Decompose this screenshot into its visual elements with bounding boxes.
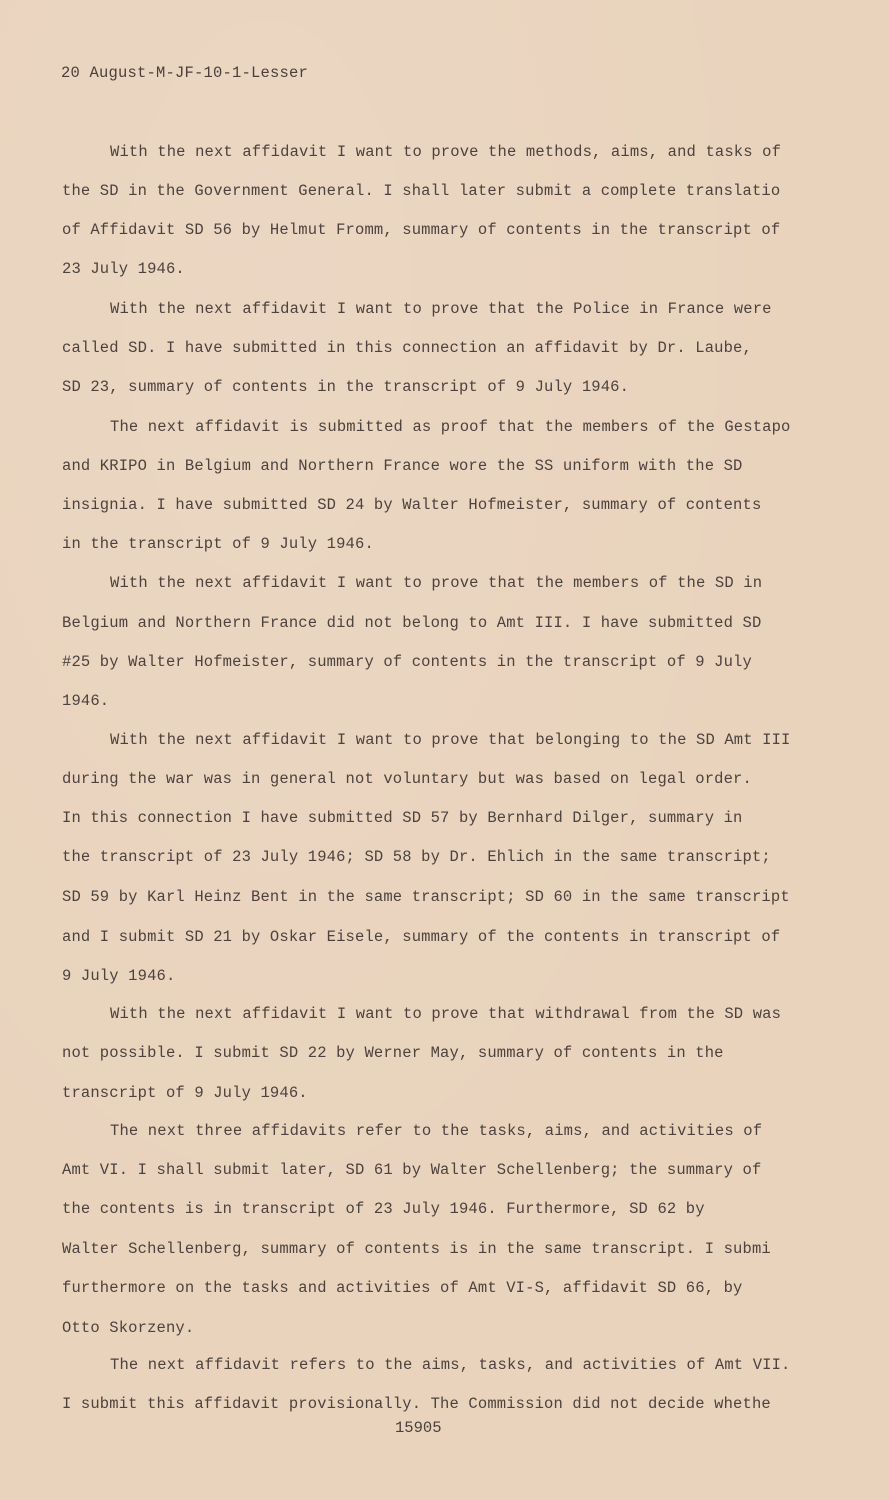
- page-number: 15905: [395, 1419, 442, 1437]
- text-line: I submit this affidavit provisionally. The Commission did not decide whethe: [62, 1395, 771, 1413]
- text-line: of Affidavit SD 56 by Helmut Fromm, summary of contents in the transcript of: [62, 221, 781, 239]
- text-line: furthermore on the tasks and activities of Amt VI-S, affidavit SD 66, by: [62, 1279, 743, 1297]
- text-line: SD 23, summary of contents in the transcript of 9 July 1946.: [62, 378, 630, 396]
- text-line: and I submit SD 21 by Oskar Eisele, summary of the contents in transcript of: [62, 928, 781, 946]
- text-line: Belgium and Northern France did not belong to Amt III. I have submitted SD: [62, 614, 762, 632]
- text-line: the SD in the Government General. I shall later submit a complete translatio: [62, 182, 781, 200]
- text-line: during the war was in general not voluntary but was based on legal order.: [62, 770, 752, 788]
- text-line: The next affidavit refers to the aims, tasks, and activities of Amt VII.: [110, 1356, 791, 1374]
- text-line: Amt VI. I shall submit later, SD 61 by Walter Schellenberg; the summary of: [62, 1161, 762, 1179]
- text-line: the contents is in transcript of 23 July 1946. Furthermore, SD 62 by: [62, 1200, 705, 1218]
- text-line: 23 July 1946.: [62, 260, 185, 278]
- text-line: With the next affidavit I want to prove that the members of the SD in: [110, 574, 763, 592]
- text-line: With the next affidavit I want to prove that withdrawal from the SD was: [110, 1005, 782, 1023]
- text-line: The next affidavit is submitted as proof that the members of the Gestapo: [110, 418, 791, 436]
- text-line: In this connection I have submitted SD 57 by Bernhard Dilger, summary in: [62, 809, 743, 827]
- text-line: With the next affidavit I want to prove the methods, aims, and tasks of: [110, 143, 782, 161]
- text-line: transcript of 9 July 1946.: [62, 1084, 308, 1102]
- text-line: insignia. I have submitted SD 24 by Walter Hofmeister, summary of contents: [62, 496, 762, 514]
- text-line: 9 July 1946.: [62, 967, 176, 985]
- text-line: in the transcript of 9 July 1946.: [62, 535, 374, 553]
- text-line: called SD. I have submitted in this connection an affidavit by Dr. Laube,: [62, 339, 752, 357]
- text-line: Otto Skorzeny.: [62, 1319, 195, 1337]
- text-line: #25 by Walter Hofmeister, summary of contents in the transcript of 9 July: [62, 653, 752, 671]
- text-line: With the next affidavit I want to prove that belonging to the SD Amt III: [110, 731, 791, 749]
- text-line: and KRIPO in Belgium and Northern France wore the SS uniform with the SD: [62, 457, 743, 475]
- text-line: The next three affidavits refer to the tasks, aims, and activities of: [110, 1122, 763, 1140]
- text-line: the transcript of 23 July 1946; SD 58 by Dr. Ehlich in the same transcript;: [62, 848, 771, 866]
- text-line: With the next affidavit I want to prove that the Police in France were: [110, 300, 772, 318]
- text-line: SD 59 by Karl Heinz Bent in the same transcript; SD 60 in the same transcript: [62, 888, 790, 906]
- text-line: 1946.: [62, 692, 110, 710]
- text-line: not possible. I submit SD 22 by Werner May, summary of contents in the: [62, 1044, 724, 1062]
- text-line: Walter Schellenberg, summary of contents is in the same transcript. I submi: [62, 1240, 771, 1258]
- document-header: 20 August-M-JF-10-1-Lesser: [61, 64, 309, 82]
